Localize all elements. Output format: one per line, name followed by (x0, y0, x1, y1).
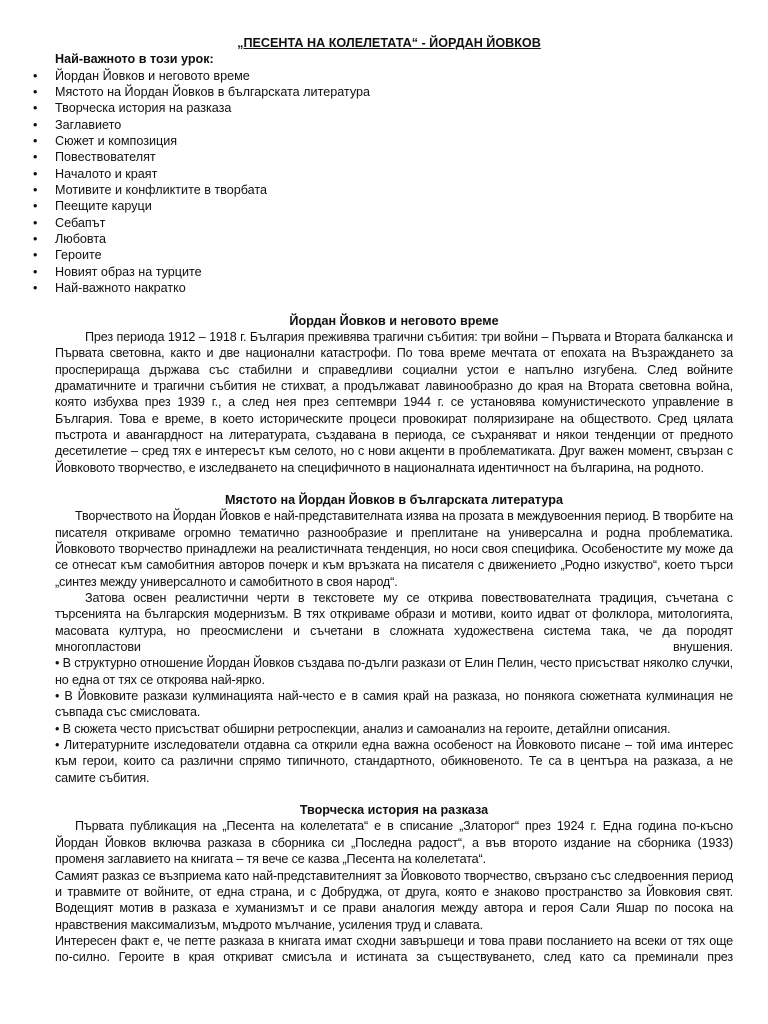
paragraph: Първата публикация на „Песента на колелетата“ е в списание „Златорог“ през 1924 г. Една година по-късно Йордан Йовков включва разказа в сборника си „Последна радост“, а във второто издание на сборника (1933) променя заглавието на книгата – тя вече се казва „Песента на колелетата“. (55, 819, 733, 867)
lesson-item-label: Началото и краят (55, 166, 158, 181)
lesson-item-label: Творческа история на разказа (55, 101, 232, 116)
bullet-icon: • (33, 85, 38, 100)
lesson-list-item (33, 84, 733, 100)
bullet-icon: • (33, 68, 38, 83)
bullet-icon: • (33, 248, 38, 263)
paragraph: Затова освен реалистични черти в текстовете му се открива повествователната традиция, съчетана с търсенията на българския модернизъм. В тях откриваме образи и мотиви, които идват от фолклора, митологията, масовата култура, но преосмислени и съчетани в сложната художествена система така, че да породят многопластови внушения. (55, 591, 733, 655)
lesson-list-item (33, 182, 733, 198)
lesson-list-item (33, 198, 733, 214)
paragraph: Интересен факт е, че петте разказа в книгата имат сходни завършеци и това прави посланието на всеки от тях още по-силно. Героите в края откриват смисъла и истината за съществуването, след като са преминали през (55, 933, 733, 965)
bullet-icon: • (33, 101, 38, 116)
lesson-item-label: Йордан Йовков и неговото време (55, 68, 250, 83)
bullet-icon: • (33, 215, 38, 230)
lesson-item-label: Новият образ на турците (55, 264, 202, 279)
lesson-item-label: Най-важното накратко (55, 281, 186, 296)
lesson-list-item (33, 100, 733, 116)
bullet-icon: • (33, 199, 38, 214)
lesson-item-label: Мястото на Йордан Йовков в българската литература (55, 85, 371, 100)
lesson-list-item (33, 247, 733, 263)
lesson-item-label: Пеещите каруци (55, 199, 152, 214)
bullet-icon: • (33, 264, 38, 279)
lesson-list (33, 68, 733, 297)
lesson-item-label: Себапът (55, 215, 106, 230)
lesson-item-label: Мотивите и конфликтите в творбата (55, 183, 268, 198)
document-title: „ПЕСЕНТА НА КОЛЕЛЕТАТА“ - ЙОРДАН ЙОВКОВ (237, 36, 541, 50)
lesson-list-item (33, 149, 733, 165)
bullet-paragraph: • В сюжета често присъстват обширни ретроспекции, анализ и самоанализ на героите, детайлни описания. (55, 721, 671, 736)
lesson-list-item (33, 215, 733, 231)
lesson-list-item (33, 231, 733, 247)
bullet-icon: • (33, 183, 38, 198)
paragraph: Творчеството на Йордан Йовков е най-представителната изява на прозата в междувоенния период. В творбите на писателя откриваме огромно тематично разнообразие и преплитане на универсална и родна проблематика. Йовковото творчество принадлежи на реалистичната тенденция, но носи своя специфика. Особеностите му може да се отнесат към самобитния авторов почерк и към връзката на писателя с движението „Родно изкуство“, което търси „синтез между универсалното и самобитното в своя народ“. (55, 509, 733, 589)
bullet-paragraph: • В структурно отношение Йордан Йовков създава по-дълги разкази от Елин Пелин, често присъстват няколко случки, но една от тях се откроява най-ярко. (55, 656, 733, 687)
paragraph: Самият разказ се възприема като най-представителният за Йовковото творчество, свързано със следвоенния период и травмите от войните, от една страна, и с Добруджа, от друга, която е знаково пространство за Йовковия свят. Водещият мотив в разказа е хуманизмът и се прави аналогия между автора и героя Сали Яшар по посока на нравствения максимализъм, мъдрото мълчание, усиления труд и славата. (55, 868, 733, 932)
lesson-lead: Най-важното в този урок: (55, 52, 214, 67)
bullet-icon: • (33, 150, 38, 165)
lesson-list-item (33, 68, 733, 84)
lesson-item-label: Повествователят (55, 150, 156, 165)
lesson-list-item (33, 117, 733, 133)
bullet-icon: • (33, 134, 38, 149)
bullet-icon: • (33, 281, 38, 296)
lesson-item-label: Заглавието (55, 117, 122, 132)
bullet-icon: • (33, 232, 38, 247)
lesson-item-label: Героите (55, 248, 102, 263)
section-heading-place: Мястото на Йордан Йовков в българската литература (225, 492, 563, 507)
section-heading-time: Йордан Йовков и неговото време (289, 313, 499, 328)
bullet-icon: • (33, 166, 38, 181)
bullet-paragraph: • Литературните изследователи отдавна са открили една важна особеност на Йовковото писане – той има интерес към герои, които са различни спрямо типичното, стандартното, обикновеното. Те са в центъра на разказа, а не самите събития. (55, 738, 733, 785)
paragraph: През периода 1912 – 1918 г. България преживява трагични събития: три войни – Първата и Втората балканска и Първата световна, както и две национални катастрофи. По това време мечтата от епохата на Възраждането за просперираща държава със стабилни и справедливи социални устои е напълно изгубена. След войните драматичните и трагични събития не стихват, а продължават лавинообразно до края на Втората световна война, която избухва през 1939 г., а след нея през септември 1944 г. се установява комунистическото управление в България. Това е време, в което историческите процеси провокират поляризиране на обществото. Сред цялата пъстрота и авангардност на литературата, създавана в периода, се съхраняват и някои тенденции от предното десетилетие – сред тях е интересът към селото, но с нови акценти в проблематиката. Друг важен момент, свързан с Йовковото творчество, е изследването на специфичното в националната идентичност на българина, на родното. (55, 329, 733, 475)
section-heading-history: Творческа история на разказа (299, 803, 489, 818)
lesson-list-item (33, 264, 733, 280)
lesson-item-label: Любовта (55, 232, 106, 247)
bullet-icon: • (33, 117, 38, 132)
lesson-list-item (33, 133, 733, 149)
document-page (33, 35, 733, 966)
bullet-paragraph: • В Йовковите разкази кулминацията най-често е в самия край на разказа, но понякога сюжетната кулминация не съвпада със смисловата. (55, 689, 733, 720)
lesson-list-item (33, 166, 733, 182)
lesson-item-label: Сюжет и композиция (55, 134, 178, 149)
lesson-list-item (33, 280, 733, 296)
